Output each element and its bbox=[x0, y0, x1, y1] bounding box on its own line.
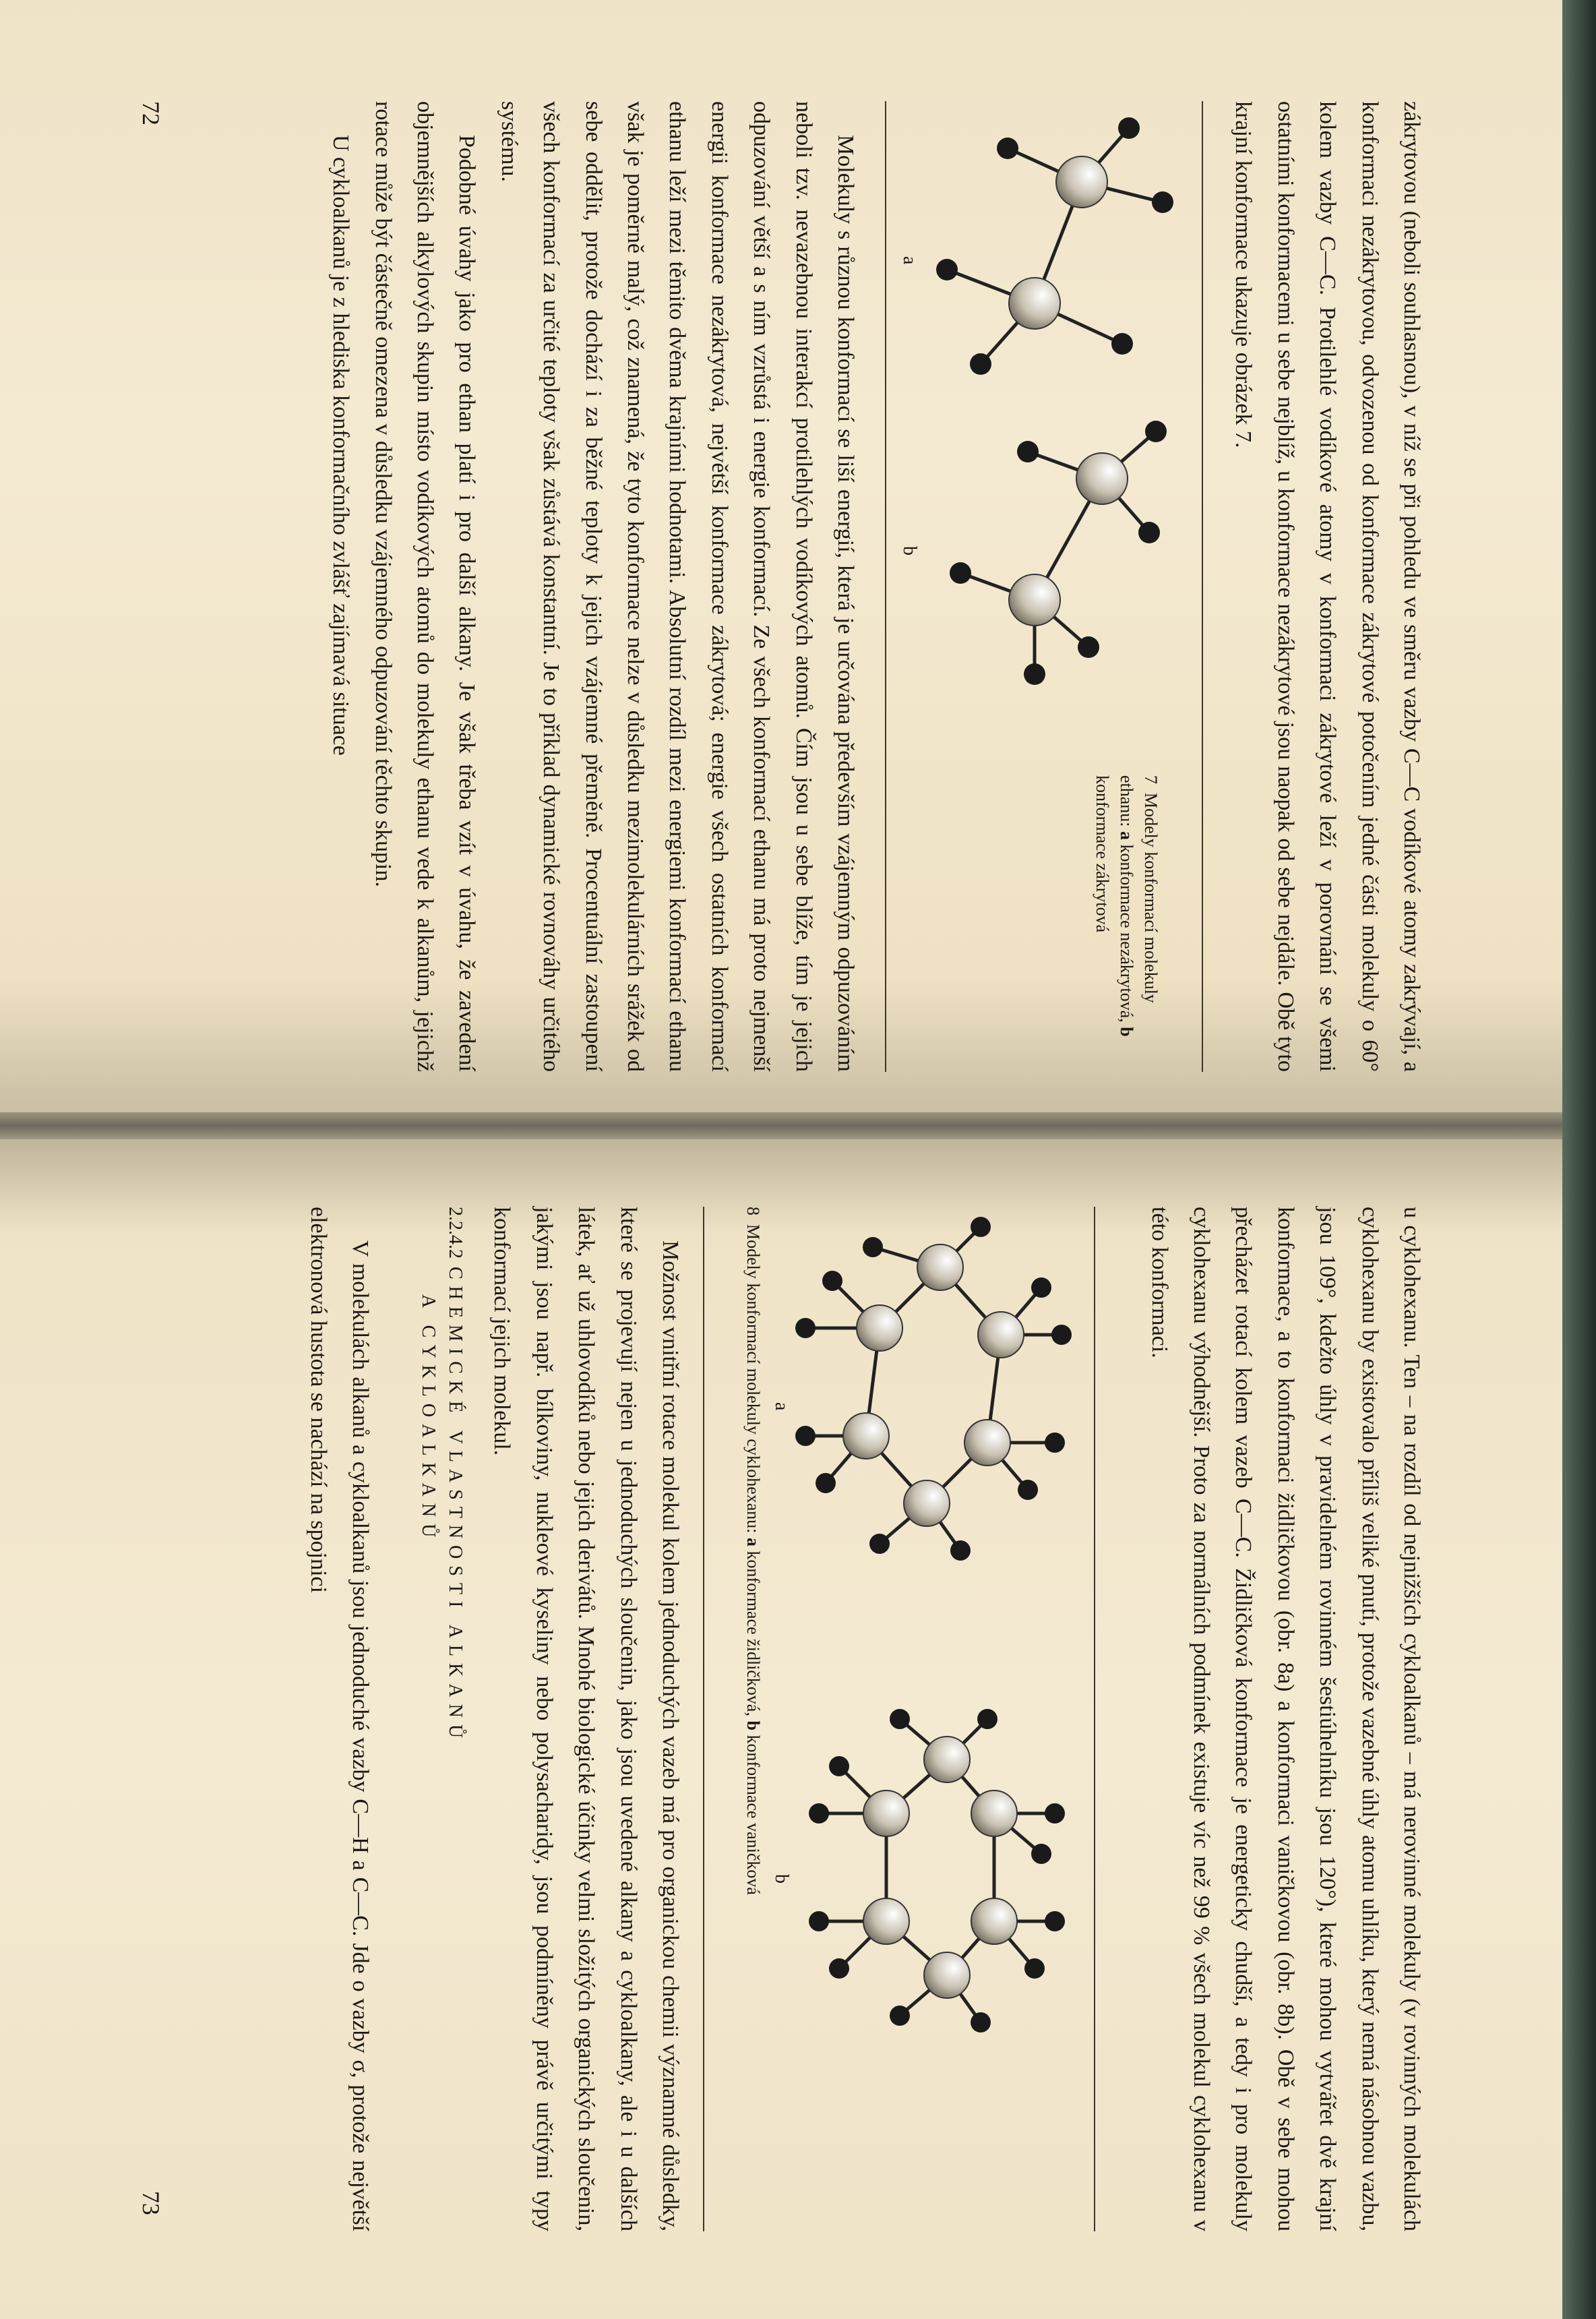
figure-8-label-b: b bbox=[771, 1874, 792, 1884]
book-cover-edge bbox=[1562, 0, 1596, 2319]
figure-7-bottom-rule bbox=[885, 101, 886, 1072]
page-72-content bbox=[84, 101, 1432, 1072]
figure-7-label-b: b bbox=[899, 546, 920, 555]
page-72-body bbox=[319, 101, 866, 1072]
figure-7-top-rule bbox=[1202, 101, 1203, 1072]
ethane-staggered-model bbox=[947, 128, 1163, 364]
page-number-72: 72 bbox=[137, 101, 164, 125]
figure-8-caption: 8 Modely konformací molekuly cyklohexanu: a konformace židličková, b konformace vaničková bbox=[743, 1207, 763, 1895]
page-73-tail bbox=[297, 1207, 381, 2231]
page-73-intro bbox=[1138, 1207, 1432, 2231]
figure-8-label-a: a bbox=[771, 1402, 792, 1411]
paragraph-rotation: Možnost vnitřní rotace molekul kolem jednoduchých vazeb má pro organickou chemii významné důsledky, které se projevují nejen u jednoduchých sloučenin, jako jsou uvedené alkany a cykloalkany, ale i u dalších látek, ať už uhlovodíků nebo jejich derivátů. Mnohé biologické účinky velmi složitých organických sloučenin, jakými jsou např. bílkoviny, nukleové kyseliny nebo polysacharidy, jsou podmíněny právě určitými typy konformací jejich molekul. bbox=[489, 1207, 683, 2231]
section-title-line2: A CYKLOALKANŮ bbox=[418, 1294, 439, 1544]
figure-7-caption: 7 Modely konformací molekuly ethanu: a konformace nezákrytová, b konformace zákrytová bbox=[1093, 775, 1161, 1037]
figure-8-number: 8 bbox=[743, 1207, 763, 1215]
figure-8 bbox=[731, 1207, 1082, 2231]
figure-8-top-rule bbox=[1094, 1207, 1095, 2231]
figure-7-number: 7 bbox=[1141, 775, 1161, 784]
cyclohexane-paragraph: u cyklohexanu. Ten – na rozdíl od nejnižších cykloalkanů – má nerovinné molekuly (v rovinných molekulách cyklohexanu by existovalo příliš veliké pnutí, protože vazebné úhly atomu uhlíku, který nemá násobnou vazbu, jsou 109°, kdežto úhly v pravidelném rovinném šestiúhelníku jsou 120°), které mohou vytvářet dvě krajní konformace, a to konformaci židličkovou (obr. 8a) a konformaci vaničkovou (obr. 8b). Obě v sebe mohou přecházet rotací kolem vazeb C—C. Židličková konformace je energeticky chudší, a tedy i pro molekuly cyklohexanu výhodnější. Proto za normálních podmínek existuje víc než 99 % všech molekul cyklohexanu v této konformaci. bbox=[1146, 1207, 1424, 2231]
paragraph-sigma: V molekulách alkanů a cykloalkanů jsou jednoduché vazby C—H a C—C. Jde o vazby σ, protože největší elektronová hustota se nachází na spojnici bbox=[305, 1207, 373, 2231]
page-73-content bbox=[84, 1207, 1432, 2231]
intro-paragraph: zákrytovou (neboli souhlasnou), v níž se při pohledu ve směru vazby C—C vodíkové atomy zakrývají, a konformaci nezákrytovou, odvozenou od konformace zákrytové potočením jedné části molekuly o 60° kolem vazby C—C. Protilehlé vodíkové atomy v konformaci zákrytové leží v porovnání se všemi ostatními konformacemi u sebe nejblíž, u konformace nezákrytové jsou naopak od sebe nejdále. Obě tyto krajní konformace ukazuje obrázek 7. bbox=[1231, 101, 1424, 1072]
ethane-eclipsed-model bbox=[960, 431, 1156, 674]
page-72-intro bbox=[1222, 101, 1432, 1072]
section-heading bbox=[415, 1207, 468, 2231]
book-gutter bbox=[0, 1112, 1562, 1139]
figure-7-label-a: a bbox=[899, 256, 920, 265]
paragraph-cycloalkanes: U cykloalkanů je z hlediska konformačního zvlášť zajímavá situace bbox=[328, 135, 354, 756]
section-title-line1: CHEMICKÉ VLASTNOSTI ALKANŮ bbox=[445, 1267, 466, 1745]
paragraph-alkanes: Podobné úvahy jako pro ethan platí i pro další alkany. Je však třeba vzít v úvahu, že zavedení objemnějších alkylových skupin místo vodíkových atomů do molekuly ethanu vede k alkanům, jejichž rotace může být částečně omezena v důsledku vzájemného odpuzování těchto skupin. bbox=[370, 101, 480, 1072]
page-number-73: 73 bbox=[137, 2191, 164, 2215]
section-number: 2.2.4.2 bbox=[445, 1207, 466, 1259]
page-73-body bbox=[481, 1207, 691, 2231]
figure-8-bottom-rule bbox=[703, 1207, 704, 2231]
paragraph-energy: Molekuly s různou konformací se liší energií, která je určována především vzájemným odpuzováním neboli tzv. nevazebnou interakcí protilehlých vodíkových atomů. Čím jsou u sebe blíže, tím je jejich odpuzování větší a s ním vzrůstá i energie konformací. Ze všech konformací ethanu má proto nejmenší energii konformace nezákrytová, největší konformace zákrytová; energie všech ostatních konformací ethanu leží mezi těmito dvěma krajními hodnotami. Absolutní rozdíl mezi energiemi konformací ethanu však je poměrně malý, což znamená, že tyto konformace nelze v důsledku mezimolekulárních srážek od sebe oddělit, protože dochází i za běžné teploty k jejich vzájemné přeměně. Procentuální zastoupení všech konformací za určité teploty však zůstává konstantní. Je to příklad dynamické rovnováhy určitého systému. bbox=[496, 101, 858, 1072]
cyclohexane-models-illustration bbox=[785, 1207, 1082, 2231]
figure-7 bbox=[893, 101, 1190, 1072]
